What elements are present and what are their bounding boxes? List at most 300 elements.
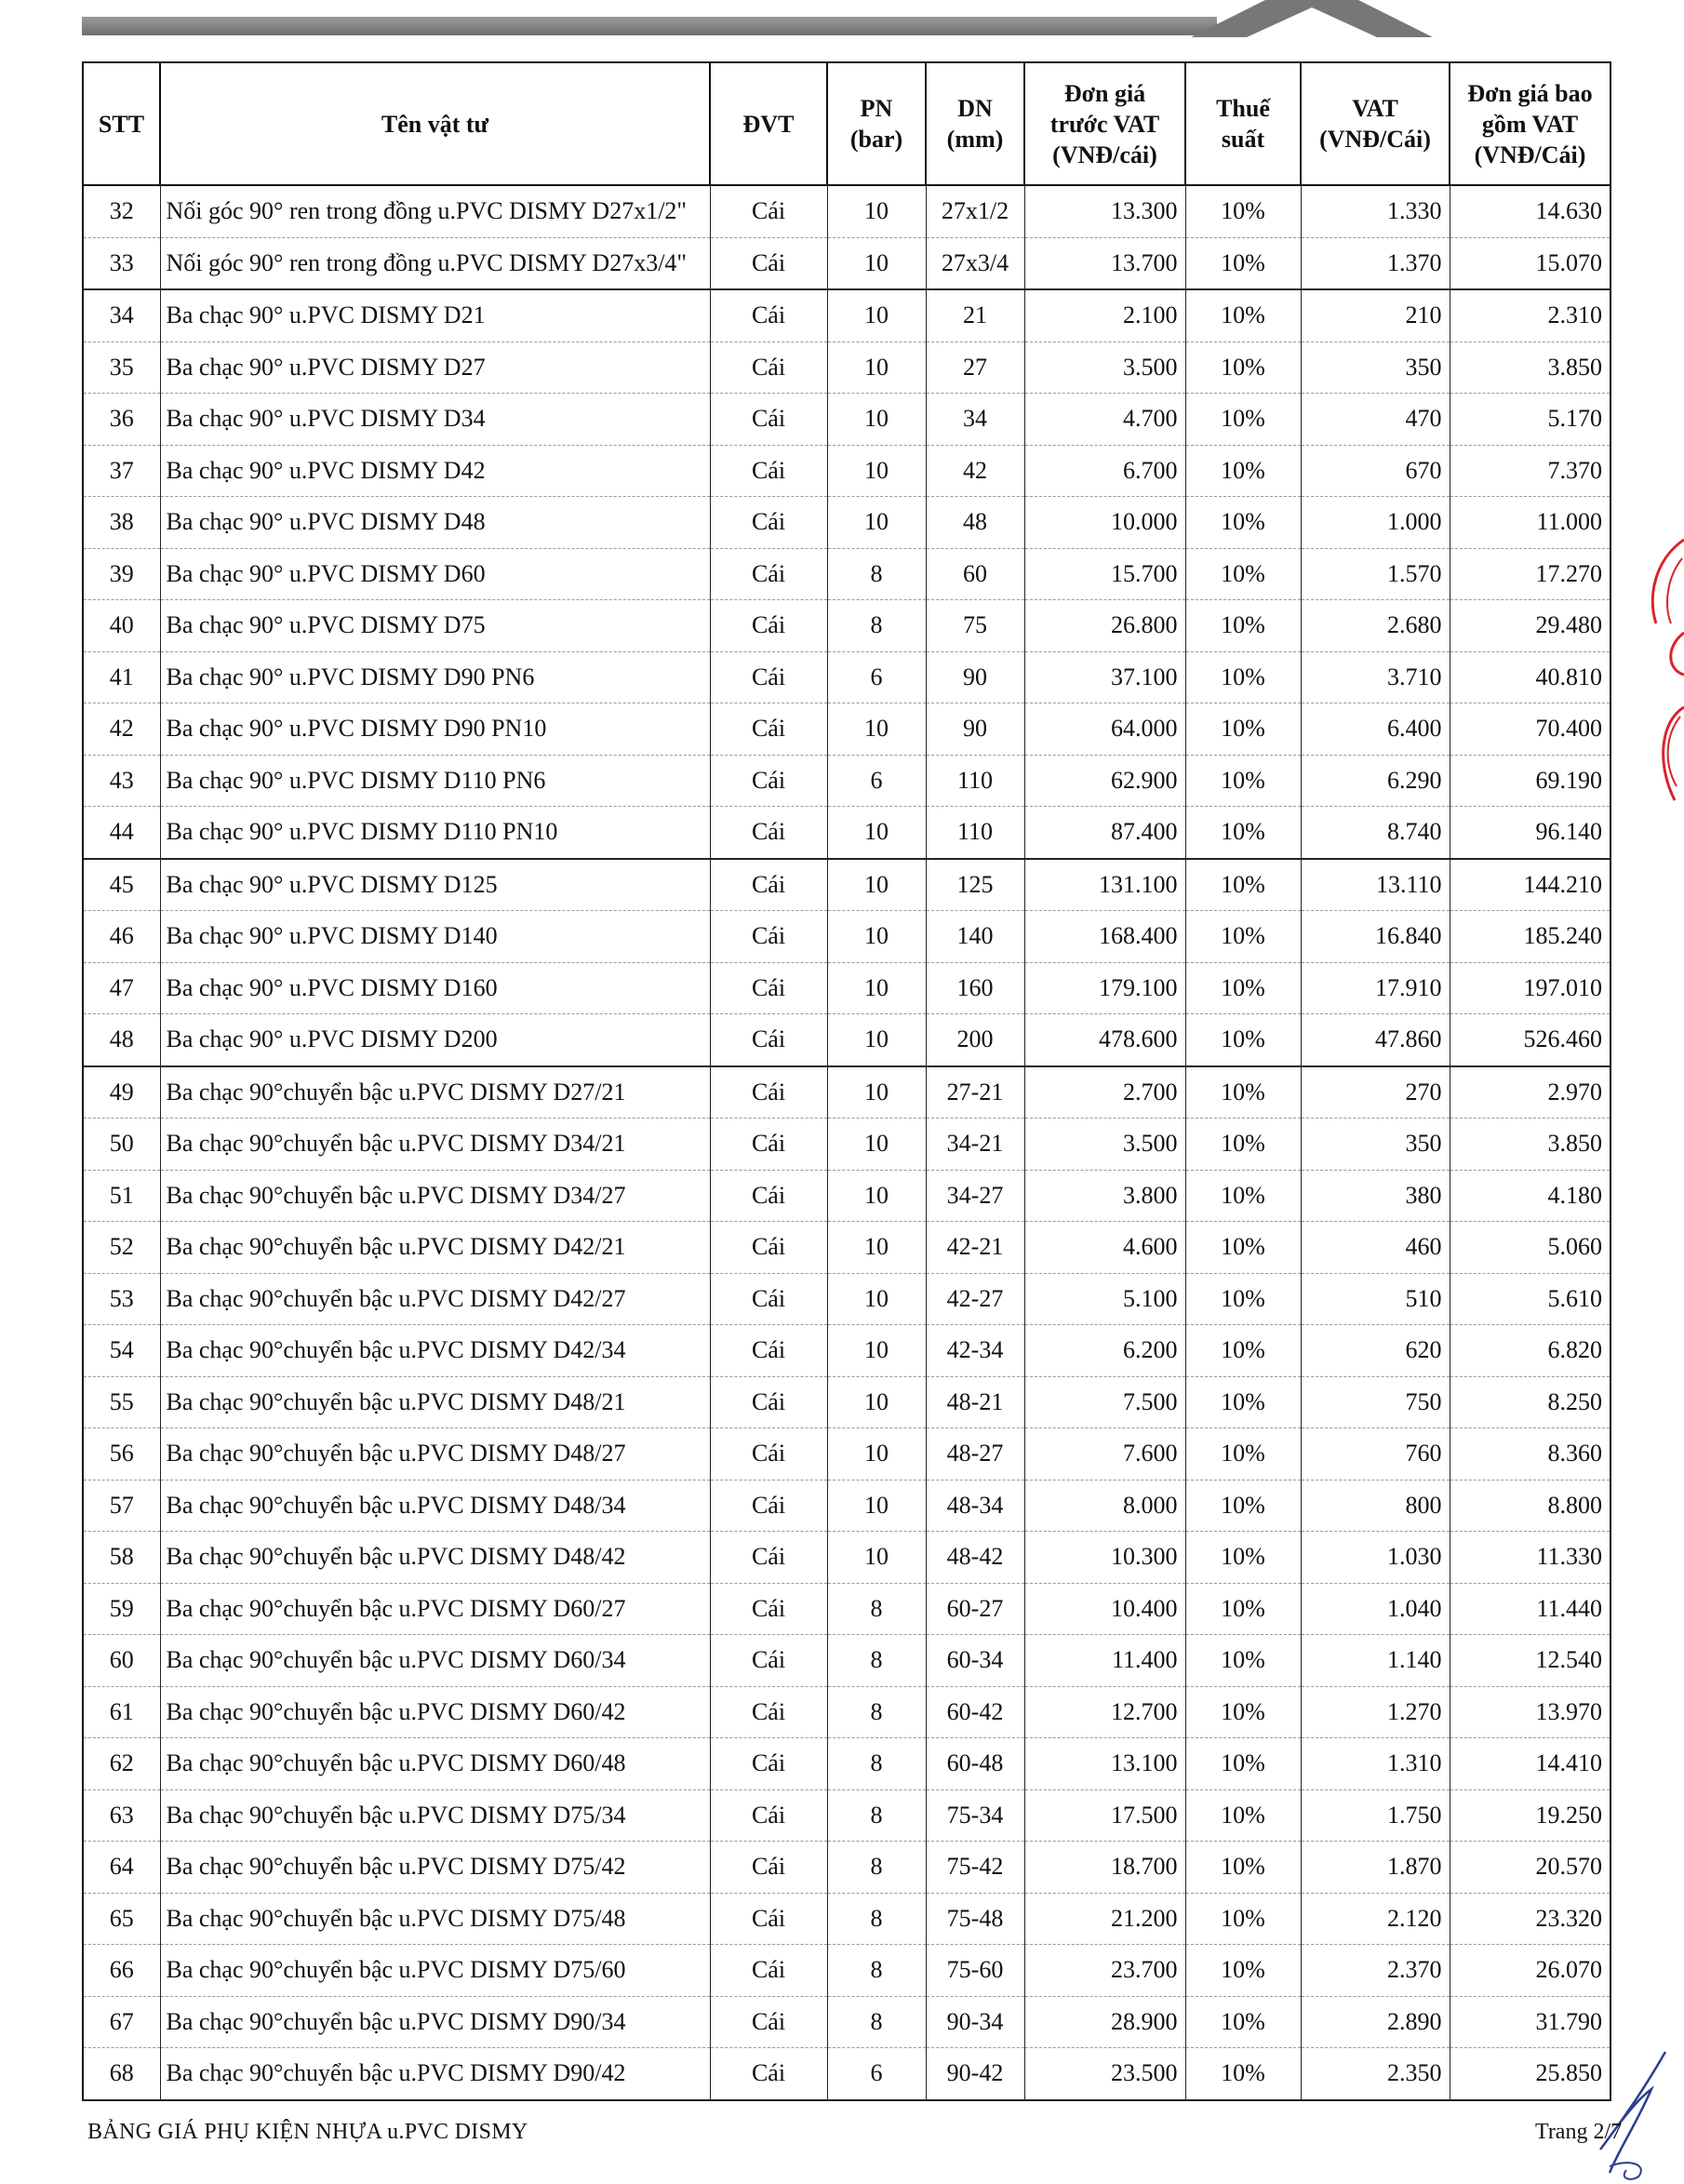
cell-price-after-vat: 14.410 — [1450, 1738, 1610, 1790]
signature-mark — [1582, 2047, 1684, 2184]
cell-dn: 34-21 — [926, 1119, 1024, 1171]
cell-dn: 27-21 — [926, 1066, 1024, 1119]
cell-unit: Cái — [710, 1170, 827, 1222]
cell-dn: 160 — [926, 962, 1024, 1014]
cell-dn: 90 — [926, 703, 1024, 756]
cell-vat: 6.400 — [1301, 703, 1450, 756]
table-row — [83, 1014, 1610, 1066]
cell-unit: Cái — [710, 237, 827, 289]
cell-tax-rate: 10% — [1185, 807, 1301, 859]
cell-name: Ba chạc 90°chuyển bậc u.PVC DISMY D60/34 — [160, 1635, 710, 1687]
cell-price-before-vat: 37.100 — [1024, 651, 1185, 703]
cell-vat: 1.000 — [1301, 497, 1450, 549]
cell-vat: 620 — [1301, 1325, 1450, 1377]
table-row — [83, 1222, 1610, 1274]
cell-pn: 10 — [827, 1014, 926, 1066]
cell-pn: 8 — [827, 1686, 926, 1738]
table-row — [83, 859, 1610, 911]
cell-stt: 66 — [83, 1945, 160, 1997]
cell-price-before-vat: 10.000 — [1024, 497, 1185, 549]
cell-pn: 8 — [827, 1635, 926, 1687]
cell-price-before-vat: 4.600 — [1024, 1222, 1185, 1274]
cell-pn: 10 — [827, 342, 926, 394]
cell-tax-rate: 10% — [1185, 911, 1301, 963]
cell-unit: Cái — [710, 755, 827, 807]
cell-price-after-vat: 185.240 — [1450, 911, 1610, 963]
cell-dn: 42-34 — [926, 1325, 1024, 1377]
cell-dn: 42-27 — [926, 1273, 1024, 1325]
cell-name: Ba chạc 90°chuyển bậc u.PVC DISMY D75/42 — [160, 1842, 710, 1894]
cell-stt: 44 — [83, 807, 160, 859]
cell-unit: Cái — [710, 2048, 827, 2100]
cell-vat: 1.140 — [1301, 1635, 1450, 1687]
cell-dn: 90 — [926, 651, 1024, 703]
cell-dn: 27x1/2 — [926, 185, 1024, 237]
cell-name: Nối góc 90° ren trong đồng u.PVC DISMY D27x1/2" — [160, 185, 710, 237]
cell-price-before-vat: 478.600 — [1024, 1014, 1185, 1066]
table-row — [83, 1789, 1610, 1842]
cell-pn: 10 — [827, 1273, 926, 1325]
cell-stt: 37 — [83, 445, 160, 497]
table-row — [83, 1945, 1610, 1997]
cell-unit: Cái — [710, 1583, 827, 1635]
cell-name: Ba chạc 90°chuyển bậc u.PVC DISMY D42/34 — [160, 1325, 710, 1377]
cell-price-after-vat: 2.970 — [1450, 1066, 1610, 1119]
cell-pn: 10 — [827, 1222, 926, 1274]
cell-price-before-vat: 17.500 — [1024, 1789, 1185, 1842]
cell-vat: 800 — [1301, 1480, 1450, 1532]
cell-stt: 58 — [83, 1532, 160, 1584]
col-header-pn: PN (bar) — [827, 62, 926, 185]
cell-name: Ba chạc 90° u.PVC DISMY D90 PN6 — [160, 651, 710, 703]
cell-price-before-vat: 23.500 — [1024, 2048, 1185, 2100]
cell-dn: 34 — [926, 394, 1024, 446]
cell-tax-rate: 10% — [1185, 1170, 1301, 1222]
header-arrow-decoration — [1154, 0, 1563, 37]
cell-vat: 1.370 — [1301, 237, 1450, 289]
cell-dn: 75-42 — [926, 1842, 1024, 1894]
table-row — [83, 237, 1610, 289]
cell-vat: 210 — [1301, 289, 1450, 342]
cell-vat: 13.110 — [1301, 859, 1450, 911]
cell-price-after-vat: 17.270 — [1450, 548, 1610, 600]
col-header-unit: ĐVT — [710, 62, 827, 185]
cell-name: Ba chạc 90° u.PVC DISMY D200 — [160, 1014, 710, 1066]
cell-stt: 41 — [83, 651, 160, 703]
cell-vat: 16.840 — [1301, 911, 1450, 963]
table-row — [83, 1273, 1610, 1325]
cell-unit: Cái — [710, 1325, 827, 1377]
table-row — [83, 394, 1610, 446]
cell-tax-rate: 10% — [1185, 185, 1301, 237]
cell-dn: 60-48 — [926, 1738, 1024, 1790]
cell-price-after-vat: 11.440 — [1450, 1583, 1610, 1635]
cell-name: Ba chạc 90°chuyển bậc u.PVC DISMY D34/21 — [160, 1119, 710, 1171]
cell-stt: 65 — [83, 1893, 160, 1945]
table-row — [83, 600, 1610, 652]
cell-price-before-vat: 6.200 — [1024, 1325, 1185, 1377]
cell-pn: 8 — [827, 1893, 926, 1945]
cell-unit: Cái — [710, 1480, 827, 1532]
cell-stt: 36 — [83, 394, 160, 446]
cell-unit: Cái — [710, 1273, 827, 1325]
cell-tax-rate: 10% — [1185, 1686, 1301, 1738]
cell-pn: 10 — [827, 703, 926, 756]
cell-tax-rate: 10% — [1185, 394, 1301, 446]
cell-stt: 43 — [83, 755, 160, 807]
cell-pn: 10 — [827, 1325, 926, 1377]
table-row — [83, 1842, 1610, 1894]
cell-name: Ba chạc 90° u.PVC DISMY D48 — [160, 497, 710, 549]
cell-price-after-vat: 7.370 — [1450, 445, 1610, 497]
cell-dn: 125 — [926, 859, 1024, 911]
cell-dn: 27 — [926, 342, 1024, 394]
cell-price-after-vat: 144.210 — [1450, 859, 1610, 911]
cell-stt: 39 — [83, 548, 160, 600]
table-row — [83, 1376, 1610, 1428]
cell-tax-rate: 10% — [1185, 1119, 1301, 1171]
cell-name: Ba chạc 90° u.PVC DISMY D110 PN10 — [160, 807, 710, 859]
cell-unit: Cái — [710, 1738, 827, 1790]
cell-price-before-vat: 131.100 — [1024, 859, 1185, 911]
cell-stt: 60 — [83, 1635, 160, 1687]
cell-unit: Cái — [710, 1119, 827, 1171]
cell-stt: 57 — [83, 1480, 160, 1532]
cell-pn: 10 — [827, 859, 926, 911]
cell-vat: 8.740 — [1301, 807, 1450, 859]
footer-page-number: Trang 2/7 — [1535, 2120, 1623, 2144]
cell-vat: 1.330 — [1301, 185, 1450, 237]
cell-tax-rate: 10% — [1185, 1428, 1301, 1481]
cell-dn: 48-21 — [926, 1376, 1024, 1428]
cell-name: Ba chạc 90° u.PVC DISMY D21 — [160, 289, 710, 342]
cell-dn: 75 — [926, 600, 1024, 652]
cell-pn: 10 — [827, 1532, 926, 1584]
cell-price-after-vat: 26.070 — [1450, 1945, 1610, 1997]
cell-dn: 34-27 — [926, 1170, 1024, 1222]
table-row — [83, 755, 1610, 807]
cell-tax-rate: 10% — [1185, 1996, 1301, 2048]
cell-pn: 10 — [827, 185, 926, 237]
cell-pn: 6 — [827, 2048, 926, 2100]
cell-dn: 140 — [926, 911, 1024, 963]
cell-price-after-vat: 96.140 — [1450, 807, 1610, 859]
cell-price-before-vat: 3.800 — [1024, 1170, 1185, 1222]
cell-stt: 51 — [83, 1170, 160, 1222]
cell-name: Ba chạc 90°chuyển bậc u.PVC DISMY D48/27 — [160, 1428, 710, 1481]
cell-price-after-vat: 4.180 — [1450, 1170, 1610, 1222]
cell-name: Ba chạc 90° u.PVC DISMY D60 — [160, 548, 710, 600]
table-row — [83, 807, 1610, 859]
table-row — [83, 1170, 1610, 1222]
cell-tax-rate: 10% — [1185, 497, 1301, 549]
cell-price-before-vat: 179.100 — [1024, 962, 1185, 1014]
cell-unit: Cái — [710, 394, 827, 446]
cell-dn: 48-34 — [926, 1480, 1024, 1532]
table-row — [83, 703, 1610, 756]
cell-stt: 33 — [83, 237, 160, 289]
cell-name: Ba chạc 90° u.PVC DISMY D160 — [160, 962, 710, 1014]
cell-price-before-vat: 13.700 — [1024, 237, 1185, 289]
cell-dn: 90-34 — [926, 1996, 1024, 2048]
cell-name: Ba chạc 90°chuyển bậc u.PVC DISMY D27/21 — [160, 1066, 710, 1119]
cell-price-after-vat: 5.610 — [1450, 1273, 1610, 1325]
cell-vat: 3.710 — [1301, 651, 1450, 703]
cell-price-before-vat: 6.700 — [1024, 445, 1185, 497]
col-header-price-after-vat: Đơn giá bao gồm VAT (VNĐ/Cái) — [1450, 62, 1610, 185]
cell-tax-rate: 10% — [1185, 962, 1301, 1014]
table-row — [83, 911, 1610, 963]
col-header-dn: DN (mm) — [926, 62, 1024, 185]
cell-dn: 200 — [926, 1014, 1024, 1066]
cell-dn: 60-42 — [926, 1686, 1024, 1738]
cell-tax-rate: 10% — [1185, 445, 1301, 497]
cell-dn: 110 — [926, 807, 1024, 859]
cell-vat: 760 — [1301, 1428, 1450, 1481]
cell-stt: 42 — [83, 703, 160, 756]
table-row — [83, 1635, 1610, 1687]
col-header-vat: VAT (VNĐ/Cái) — [1301, 62, 1450, 185]
cell-stt: 48 — [83, 1014, 160, 1066]
cell-stt: 64 — [83, 1842, 160, 1894]
cell-unit: Cái — [710, 1945, 827, 1997]
cell-price-before-vat: 10.300 — [1024, 1532, 1185, 1584]
cell-pn: 6 — [827, 651, 926, 703]
cell-name: Ba chạc 90°chuyển bậc u.PVC DISMY D75/60 — [160, 1945, 710, 1997]
cell-unit: Cái — [710, 1996, 827, 2048]
cell-price-after-vat: 2.310 — [1450, 289, 1610, 342]
cell-price-after-vat: 8.250 — [1450, 1376, 1610, 1428]
cell-vat: 510 — [1301, 1273, 1450, 1325]
cell-pn: 10 — [827, 962, 926, 1014]
cell-price-before-vat: 7.600 — [1024, 1428, 1185, 1481]
cell-name: Ba chạc 90° u.PVC DISMY D42 — [160, 445, 710, 497]
cell-vat: 47.860 — [1301, 1014, 1450, 1066]
cell-price-before-vat: 11.400 — [1024, 1635, 1185, 1687]
cell-price-before-vat: 28.900 — [1024, 1996, 1185, 2048]
cell-stt: 59 — [83, 1583, 160, 1635]
cell-vat: 1.310 — [1301, 1738, 1450, 1790]
cell-price-before-vat: 12.700 — [1024, 1686, 1185, 1738]
cell-unit: Cái — [710, 962, 827, 1014]
cell-price-after-vat: 197.010 — [1450, 962, 1610, 1014]
cell-vat: 350 — [1301, 342, 1450, 394]
table-row — [83, 1738, 1610, 1790]
cell-stt: 68 — [83, 2048, 160, 2100]
cell-price-before-vat: 4.700 — [1024, 394, 1185, 446]
cell-price-after-vat: 25.850 — [1450, 2048, 1610, 2100]
cell-vat: 350 — [1301, 1119, 1450, 1171]
cell-tax-rate: 10% — [1185, 548, 1301, 600]
cell-price-after-vat: 526.460 — [1450, 1014, 1610, 1066]
cell-unit: Cái — [710, 445, 827, 497]
cell-vat: 1.040 — [1301, 1583, 1450, 1635]
cell-stt: 32 — [83, 185, 160, 237]
cell-tax-rate: 10% — [1185, 1273, 1301, 1325]
cell-vat: 17.910 — [1301, 962, 1450, 1014]
cell-tax-rate: 10% — [1185, 1945, 1301, 1997]
cell-stt: 52 — [83, 1222, 160, 1274]
table-row — [83, 651, 1610, 703]
cell-vat: 6.290 — [1301, 755, 1450, 807]
cell-vat: 1.030 — [1301, 1532, 1450, 1584]
table-row — [83, 962, 1610, 1014]
cell-stt: 46 — [83, 911, 160, 963]
cell-unit: Cái — [710, 703, 827, 756]
cell-price-after-vat: 11.000 — [1450, 497, 1610, 549]
cell-dn: 110 — [926, 755, 1024, 807]
cell-unit: Cái — [710, 600, 827, 652]
cell-tax-rate: 10% — [1185, 859, 1301, 911]
cell-pn: 10 — [827, 445, 926, 497]
cell-unit: Cái — [710, 497, 827, 549]
table-row — [83, 497, 1610, 549]
cell-dn: 48-27 — [926, 1428, 1024, 1481]
cell-pn: 8 — [827, 548, 926, 600]
col-header-tax-rate: Thuế suất — [1185, 62, 1301, 185]
cell-name: Ba chạc 90°chuyển bậc u.PVC DISMY D75/48 — [160, 1893, 710, 1945]
cell-stt: 54 — [83, 1325, 160, 1377]
cell-price-before-vat: 62.900 — [1024, 755, 1185, 807]
cell-name: Ba chạc 90°chuyển bậc u.PVC DISMY D75/34 — [160, 1789, 710, 1842]
cell-pn: 10 — [827, 1066, 926, 1119]
cell-pn: 10 — [827, 394, 926, 446]
col-header-stt: STT — [83, 62, 160, 185]
cell-name: Ba chạc 90°chuyển bậc u.PVC DISMY D90/42 — [160, 2048, 710, 2100]
table-row — [83, 1325, 1610, 1377]
cell-unit: Cái — [710, 1066, 827, 1119]
col-header-name: Tên vật tư — [160, 62, 710, 185]
cell-unit: Cái — [710, 911, 827, 963]
cell-price-before-vat: 21.200 — [1024, 1893, 1185, 1945]
cell-dn: 60 — [926, 548, 1024, 600]
cell-tax-rate: 10% — [1185, 2048, 1301, 2100]
cell-dn: 75-34 — [926, 1789, 1024, 1842]
cell-pn: 8 — [827, 1789, 926, 1842]
cell-stt: 47 — [83, 962, 160, 1014]
table-row — [83, 289, 1610, 342]
cell-unit: Cái — [710, 342, 827, 394]
cell-tax-rate: 10% — [1185, 703, 1301, 756]
table-row — [83, 548, 1610, 600]
company-stamp-fragment — [1619, 521, 1684, 837]
table-row — [83, 342, 1610, 394]
cell-name: Ba chạc 90°chuyển bậc u.PVC DISMY D34/27 — [160, 1170, 710, 1222]
cell-vat: 1.750 — [1301, 1789, 1450, 1842]
cell-dn: 60-27 — [926, 1583, 1024, 1635]
cell-pn: 10 — [827, 497, 926, 549]
cell-tax-rate: 10% — [1185, 600, 1301, 652]
cell-price-after-vat: 8.800 — [1450, 1480, 1610, 1532]
cell-dn: 75-48 — [926, 1893, 1024, 1945]
col-header-price-before-vat: Đơn giá trước VAT (VNĐ/cái) — [1024, 62, 1185, 185]
table-row — [83, 1066, 1610, 1119]
cell-unit: Cái — [710, 1635, 827, 1687]
cell-name: Ba chạc 90°chuyển bậc u.PVC DISMY D60/27 — [160, 1583, 710, 1635]
cell-tax-rate: 10% — [1185, 1635, 1301, 1687]
cell-pn: 10 — [827, 1119, 926, 1171]
table-row — [83, 185, 1610, 237]
cell-price-before-vat: 18.700 — [1024, 1842, 1185, 1894]
cell-stt: 49 — [83, 1066, 160, 1119]
cell-price-before-vat: 15.700 — [1024, 548, 1185, 600]
cell-price-after-vat: 3.850 — [1450, 1119, 1610, 1171]
table-row — [83, 445, 1610, 497]
price-table — [82, 61, 1611, 2101]
cell-price-after-vat: 13.970 — [1450, 1686, 1610, 1738]
cell-tax-rate: 10% — [1185, 1376, 1301, 1428]
cell-price-before-vat: 13.300 — [1024, 185, 1185, 237]
cell-stt: 50 — [83, 1119, 160, 1171]
cell-price-after-vat: 8.360 — [1450, 1428, 1610, 1481]
cell-pn: 10 — [827, 1376, 926, 1428]
cell-name: Ba chạc 90°chuyển bậc u.PVC DISMY D48/21 — [160, 1376, 710, 1428]
cell-tax-rate: 10% — [1185, 1738, 1301, 1790]
table-row — [83, 1119, 1610, 1171]
header-band — [82, 17, 1217, 35]
cell-vat: 2.680 — [1301, 600, 1450, 652]
cell-unit: Cái — [710, 289, 827, 342]
cell-dn: 27x3/4 — [926, 237, 1024, 289]
cell-tax-rate: 10% — [1185, 237, 1301, 289]
cell-price-after-vat: 12.540 — [1450, 1635, 1610, 1687]
cell-tax-rate: 10% — [1185, 1325, 1301, 1377]
cell-pn: 8 — [827, 1583, 926, 1635]
cell-dn: 42-21 — [926, 1222, 1024, 1274]
cell-stt: 45 — [83, 859, 160, 911]
cell-tax-rate: 10% — [1185, 1789, 1301, 1842]
table-row — [83, 2048, 1610, 2100]
cell-name: Ba chạc 90°chuyển bậc u.PVC DISMY D42/27 — [160, 1273, 710, 1325]
cell-name: Ba chạc 90° u.PVC DISMY D125 — [160, 859, 710, 911]
cell-tax-rate: 10% — [1185, 289, 1301, 342]
cell-pn: 10 — [827, 807, 926, 859]
cell-tax-rate: 10% — [1185, 1842, 1301, 1894]
cell-price-after-vat: 3.850 — [1450, 342, 1610, 394]
cell-price-after-vat: 40.810 — [1450, 651, 1610, 703]
table-header-row — [83, 62, 1610, 185]
cell-vat: 670 — [1301, 445, 1450, 497]
cell-stt: 34 — [83, 289, 160, 342]
cell-price-after-vat: 23.320 — [1450, 1893, 1610, 1945]
cell-vat: 460 — [1301, 1222, 1450, 1274]
table-row — [83, 1480, 1610, 1532]
cell-unit: Cái — [710, 1789, 827, 1842]
cell-name: Ba chạc 90° u.PVC DISMY D140 — [160, 911, 710, 963]
cell-unit: Cái — [710, 1222, 827, 1274]
cell-pn: 10 — [827, 289, 926, 342]
cell-dn: 48 — [926, 497, 1024, 549]
cell-stt: 56 — [83, 1428, 160, 1481]
cell-tax-rate: 10% — [1185, 1066, 1301, 1119]
cell-price-before-vat: 3.500 — [1024, 342, 1185, 394]
cell-pn: 10 — [827, 1480, 926, 1532]
cell-unit: Cái — [710, 859, 827, 911]
table-row — [83, 1686, 1610, 1738]
cell-price-before-vat: 2.100 — [1024, 289, 1185, 342]
cell-dn: 42 — [926, 445, 1024, 497]
cell-price-after-vat: 6.820 — [1450, 1325, 1610, 1377]
cell-pn: 8 — [827, 1842, 926, 1894]
cell-tax-rate: 10% — [1185, 755, 1301, 807]
table-row — [83, 1532, 1610, 1584]
cell-name: Nối góc 90° ren trong đồng u.PVC DISMY D27x3/4" — [160, 237, 710, 289]
cell-unit: Cái — [710, 1428, 827, 1481]
cell-pn: 8 — [827, 600, 926, 652]
table-row — [83, 1893, 1610, 1945]
cell-tax-rate: 10% — [1185, 1222, 1301, 1274]
cell-price-after-vat: 5.170 — [1450, 394, 1610, 446]
